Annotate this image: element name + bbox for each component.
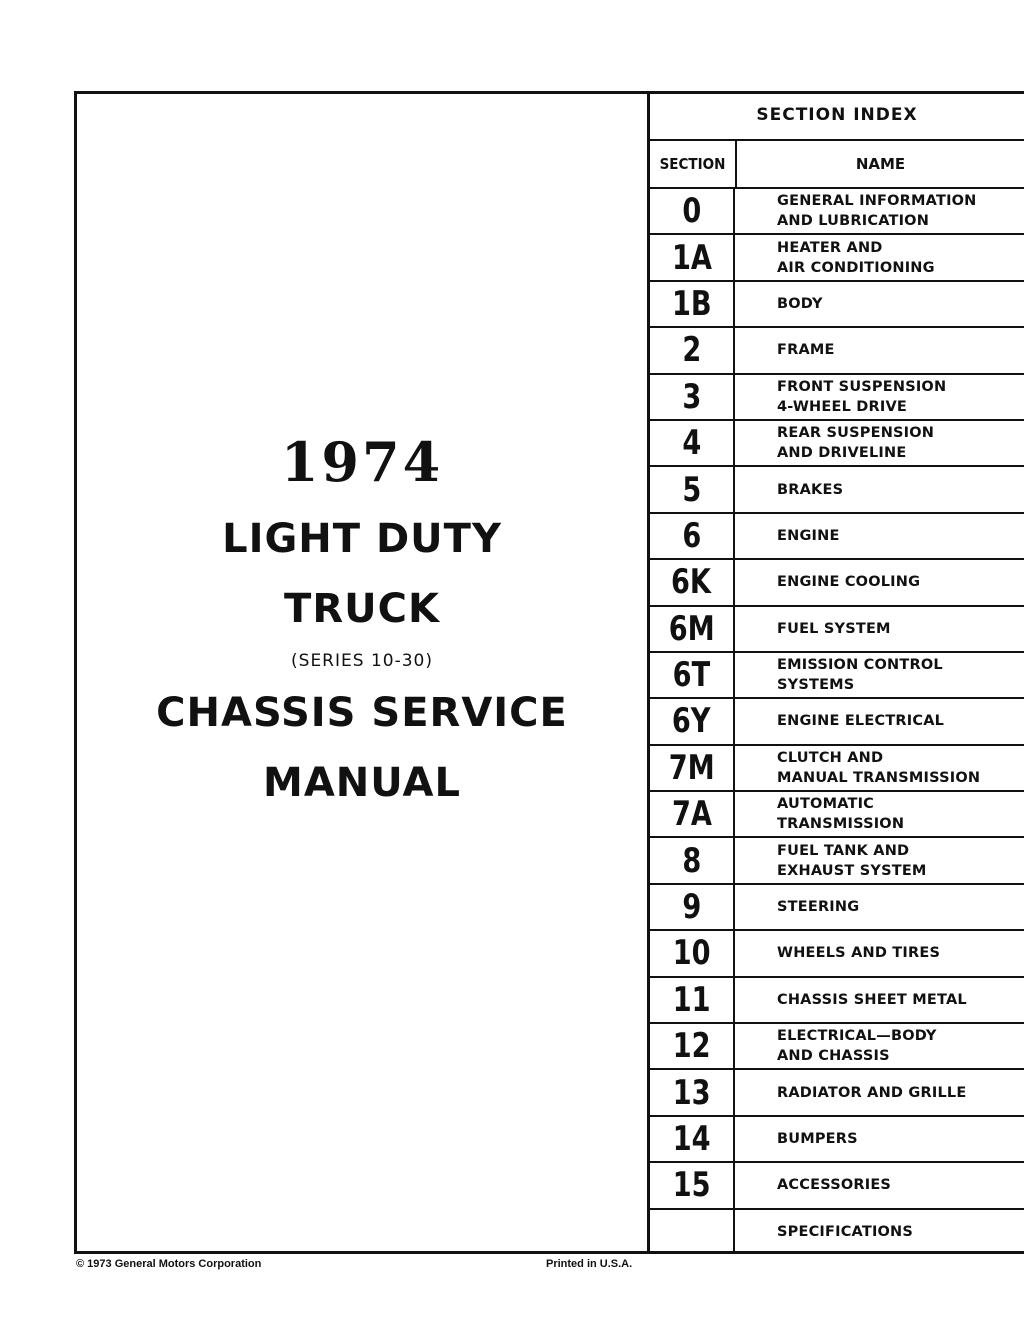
index-name-line1: AUTOMATIC xyxy=(777,796,875,813)
index-name-line2: AND DRIVELINE xyxy=(777,445,907,462)
index-name-line1: BUMPERS xyxy=(777,1131,858,1147)
index-name-cell xyxy=(735,1210,1024,1254)
index-name-cell xyxy=(735,1117,1024,1161)
index-row xyxy=(650,235,1024,281)
index-name-line1: FRONT SUSPENSION xyxy=(777,378,947,395)
index-name-cell xyxy=(735,699,1024,743)
index-name-cell xyxy=(735,746,1024,790)
index-row xyxy=(650,189,1024,235)
index-name-cell xyxy=(735,607,1024,651)
title-year: 1974 xyxy=(280,430,444,494)
index-name-cell xyxy=(735,467,1024,511)
title-chassis-service: CHASSIS SERVICE xyxy=(156,690,568,736)
printed-notice: Printed in U.S.A. xyxy=(546,1258,633,1270)
index-name-line1: WHEELS AND TIRES xyxy=(777,945,941,962)
index-name-cell xyxy=(735,978,1024,1022)
index-row xyxy=(650,421,1024,467)
index-row xyxy=(650,560,1024,606)
index-row xyxy=(650,1024,1024,1070)
index-row xyxy=(650,978,1024,1024)
index-section-number: 6T xyxy=(672,655,711,696)
title-light-duty: LIGHT DUTY xyxy=(222,516,502,562)
index-name-cell xyxy=(735,1024,1024,1068)
index-section-cell xyxy=(650,838,735,882)
index-name-line1: CLUTCH AND xyxy=(777,749,884,766)
index-section-number: 8 xyxy=(682,840,701,881)
index-name-line1: FRAME xyxy=(777,342,835,359)
index-row xyxy=(650,328,1024,374)
index-section-number: 6 xyxy=(682,515,701,556)
index-section-cell xyxy=(650,560,735,604)
index-section-cell xyxy=(650,978,735,1022)
index-row xyxy=(650,1070,1024,1116)
index-section-number: 0 xyxy=(682,191,701,232)
index-name-line2: AND LUBRICATION xyxy=(777,213,930,230)
index-section-cell xyxy=(650,1070,735,1114)
index-row xyxy=(650,699,1024,745)
index-section-cell xyxy=(650,792,735,836)
index-section-number: 12 xyxy=(672,1026,711,1067)
index-name-line1: REAR SUSPENSION xyxy=(777,425,935,442)
index-name-cell xyxy=(735,885,1024,929)
index-name-line2: 4-WHEEL DRIVE xyxy=(777,398,908,415)
section-index-column-headers xyxy=(650,141,1024,189)
index-row xyxy=(650,1117,1024,1163)
index-section-number: 1A xyxy=(671,237,712,278)
index-name-line1: BODY xyxy=(777,295,823,312)
copyright-notice: © 1973 General Motors Corporation xyxy=(76,1258,262,1270)
index-name-cell xyxy=(735,235,1024,279)
title-manual: MANUAL xyxy=(263,760,461,806)
index-section-number: 14 xyxy=(672,1119,711,1159)
index-section-number: 15 xyxy=(672,1165,711,1206)
index-name-line1: FUEL SYSTEM xyxy=(777,620,891,637)
index-section-cell xyxy=(650,1117,735,1161)
index-section-cell xyxy=(650,282,735,326)
index-row xyxy=(650,885,1024,931)
index-section-cell xyxy=(650,375,735,419)
title-series: (SERIES 10-30) xyxy=(291,651,433,671)
index-name-line2: EXHAUST SYSTEM xyxy=(777,862,927,879)
index-name-line1: SPECIFICATIONS xyxy=(777,1223,914,1240)
index-name-line2: SYSTEMS xyxy=(777,677,855,694)
index-section-number: 10 xyxy=(672,933,711,974)
index-name-line1: STEERING xyxy=(777,899,860,916)
index-row xyxy=(650,746,1024,792)
index-name-line1: ENGINE xyxy=(777,527,840,544)
index-row xyxy=(650,1163,1024,1209)
index-section-number: 7A xyxy=(671,794,712,835)
index-row xyxy=(650,607,1024,653)
column-header-section: SECTION xyxy=(650,141,737,187)
index-name-cell xyxy=(735,1163,1024,1207)
index-section-cell xyxy=(650,653,735,697)
index-row xyxy=(650,792,1024,838)
index-row xyxy=(650,838,1024,884)
index-section-cell xyxy=(650,1163,735,1207)
section-index xyxy=(650,91,1024,1254)
index-section-number: 9 xyxy=(682,887,701,928)
index-section-number: 1B xyxy=(671,283,712,324)
index-row xyxy=(650,1210,1024,1254)
title-truck: TRUCK xyxy=(284,586,440,632)
index-section-cell xyxy=(650,746,735,790)
section-index-header: SECTION INDEX xyxy=(650,91,1024,141)
index-section-number: 6Y xyxy=(672,701,711,742)
index-name-cell xyxy=(735,792,1024,836)
index-section-number: 6M xyxy=(668,608,715,649)
index-name-cell xyxy=(735,931,1024,975)
index-name-line1: FUEL TANK AND xyxy=(777,842,910,859)
title-block xyxy=(77,430,647,808)
index-name-line1: HEATER AND xyxy=(777,239,883,256)
section-index-rows xyxy=(650,189,1024,1254)
index-row xyxy=(650,282,1024,328)
index-section-cell xyxy=(650,235,735,279)
index-name-cell xyxy=(735,328,1024,372)
index-section-cell xyxy=(650,699,735,743)
index-section-number: 13 xyxy=(672,1072,711,1113)
index-row xyxy=(650,931,1024,977)
index-name-line1: GENERAL INFORMATION xyxy=(777,193,977,210)
index-section-number: 4 xyxy=(682,423,701,464)
index-section-cell xyxy=(650,1210,735,1254)
index-name-cell xyxy=(735,282,1024,326)
index-section-cell xyxy=(650,885,735,929)
index-section-number: 7M xyxy=(668,747,715,788)
index-section-number: 2 xyxy=(682,330,701,371)
index-section-number: 5 xyxy=(682,469,701,510)
index-name-line1: ACCESSORIES xyxy=(777,1177,892,1194)
index-name-line2: AIR CONDITIONING xyxy=(777,259,935,276)
index-section-cell xyxy=(650,328,735,372)
index-name-line2: AND CHASSIS xyxy=(777,1048,890,1065)
index-name-line1: ENGINE COOLING xyxy=(777,574,921,591)
index-section-cell xyxy=(650,189,735,233)
index-section-cell xyxy=(650,467,735,511)
index-section-number: 11 xyxy=(672,979,711,1020)
index-name-cell xyxy=(735,560,1024,604)
index-row xyxy=(650,467,1024,513)
index-section-cell xyxy=(650,421,735,465)
index-name-line2: TRANSMISSION xyxy=(777,816,905,833)
index-row xyxy=(650,653,1024,699)
index-name-cell xyxy=(735,189,1024,233)
index-name-cell xyxy=(735,1070,1024,1114)
index-name-line1: ENGINE ELECTRICAL xyxy=(777,713,945,730)
index-name-cell xyxy=(735,838,1024,882)
index-name-line1: BRAKES xyxy=(777,481,844,498)
index-section-number: 3 xyxy=(682,376,701,417)
index-name-line1: CHASSIS SHEET METAL xyxy=(777,991,967,1008)
index-section-cell xyxy=(650,514,735,558)
index-name-line1: ELECTRICAL—BODY xyxy=(777,1028,937,1045)
column-header-name: NAME xyxy=(855,155,906,173)
index-section-cell xyxy=(650,607,735,651)
index-section-cell xyxy=(650,1024,735,1068)
index-name-cell xyxy=(735,653,1024,697)
index-name-cell xyxy=(735,375,1024,419)
index-name-line1: EMISSION CONTROL xyxy=(777,657,943,674)
index-row xyxy=(650,375,1024,421)
index-row xyxy=(650,514,1024,560)
index-name-line2: MANUAL TRANSMISSION xyxy=(777,769,981,786)
index-name-cell xyxy=(735,514,1024,558)
index-section-cell xyxy=(650,931,735,975)
index-section-number: 6K xyxy=(671,562,712,603)
index-name-cell xyxy=(735,421,1024,465)
index-name-line1: RADIATOR AND GRILLE xyxy=(777,1084,967,1101)
